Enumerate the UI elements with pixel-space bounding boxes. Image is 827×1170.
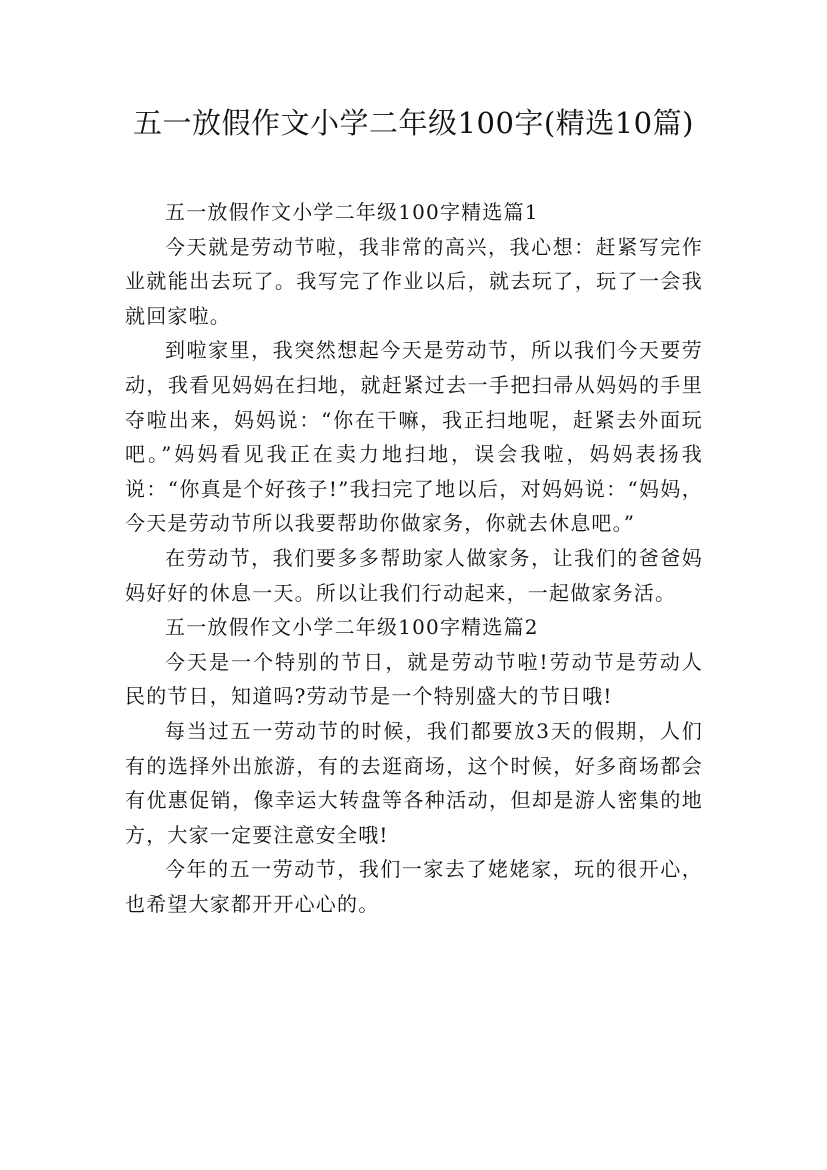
paragraph: 今年的五一劳动节，我们一家去了姥姥家，玩的很开心，也希望大家都开开心心的。 xyxy=(125,857,703,916)
paragraph: 到啦家里，我突然想起今天是劳动节，所以我们今天要劳动，我看见妈妈在扫地，就赶紧过去一手把扫帚从妈妈的手里夺啦出来，妈妈说：“你在干嘛，我正扫地呢，赶紧去外面玩吧。”妈妈看见我正在卖力地扫地，误会我啦，妈妈表扬我说：“你真是个好孩子!”我扫完了地以后，对妈妈说：“妈妈，今天是劳动节所以我要帮助你做家务，你就去休息吧。” xyxy=(125,338,703,536)
document-title: 五一放假作文小学二年级100字(精选10篇) xyxy=(133,106,694,140)
paragraph: 今天是一个特别的节日，就是劳动节啦!劳动节是劳动人民的节日，知道吗?劳动节是一个特别盛大的节日哦! xyxy=(125,649,703,709)
document-body xyxy=(125,195,703,921)
section-heading-2: 五一放假作文小学二年级100字精选篇2 xyxy=(165,615,539,640)
paragraph: 今天就是劳动节啦，我非常的高兴，我心想：赶紧写完作业就能出去玩了。我写完了作业以后，就去玩了，玩了一会我就回家啦。 xyxy=(125,234,703,328)
section-heading-1: 五一放假作文小学二年级100字精选篇1 xyxy=(165,200,539,224)
paragraph: 在劳动节，我们要多多帮助家人做家务，让我们的爸爸妈妈好好的休息一天。所以让我们行动起来，一起做家务活。 xyxy=(125,545,703,605)
paragraph: 每当过五一劳动节的时候，我们都要放3天的假期，人们有的选择外出旅游，有的去逛商场，这个时候，好多商场都会有优惠促销，像幸运大转盘等各种活动，但却是游人密集的地方，大家一定要注意安全哦! xyxy=(125,718,703,847)
